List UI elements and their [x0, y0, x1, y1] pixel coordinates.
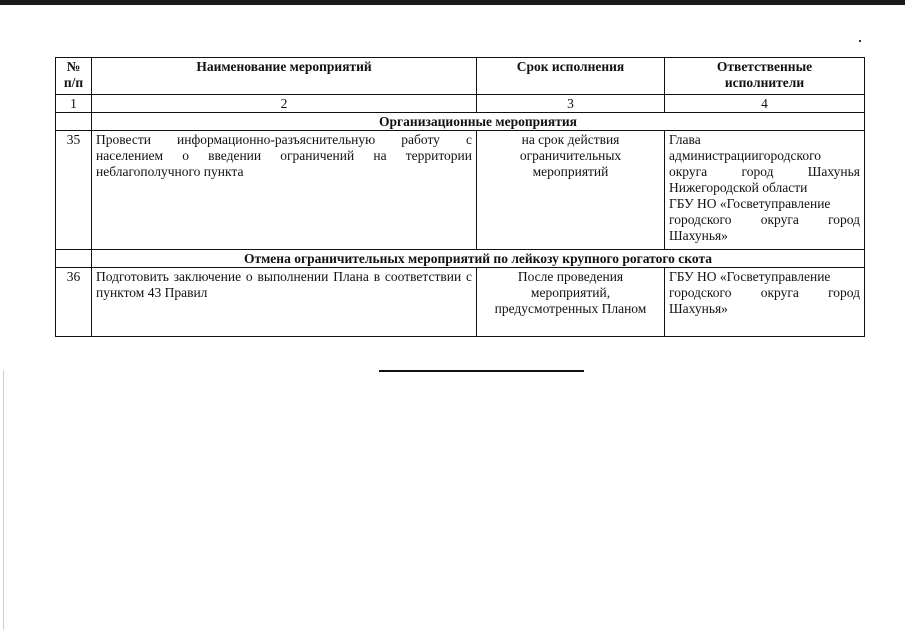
row-number: 36 [56, 268, 92, 337]
scan-dot [859, 40, 861, 42]
row-deadline: После проведения мероприятий, предусмотренных Планом [477, 268, 665, 337]
column-number: 2 [92, 95, 477, 113]
end-rule [379, 370, 584, 372]
section-spacer [56, 250, 92, 268]
table-row [56, 131, 865, 250]
row-activity: Провести информационно-разъяснительную работу с населением о введении ограничений на территории неблагополучного пункта [92, 131, 477, 250]
row-number: 35 [56, 131, 92, 250]
column-number: 1 [56, 95, 92, 113]
section-row [56, 250, 865, 268]
section-title: Отмена ограничительных мероприятий по лейкозу крупного рогатого скота [92, 250, 865, 268]
row-deadline: на срок действия ограничительных мероприятий [477, 131, 665, 250]
column-number-row [56, 95, 865, 113]
scan-left-edge [3, 370, 4, 630]
row-responsible: Глава администрациигородского округа город Шахунья Нижегородской области ГБУ НО «Госветуправление городского округа город Шахунья» [665, 131, 865, 250]
column-number: 4 [665, 95, 865, 113]
section-title: Организационные мероприятия [92, 113, 865, 131]
header-row [56, 58, 865, 95]
section-row [56, 113, 865, 131]
plan-table [55, 57, 865, 337]
section-spacer [56, 113, 92, 131]
header-deadline: Срок исполнения [477, 58, 665, 95]
row-responsible: ГБУ НО «Госветуправление городского округа город Шахунья» [665, 268, 865, 337]
scan-top-border [0, 0, 905, 5]
column-number: 3 [477, 95, 665, 113]
header-name: Наименование мероприятий [92, 58, 477, 95]
table-row [56, 268, 865, 337]
header-no: № п/п [56, 58, 92, 95]
header-responsible: Ответственные исполнители [665, 58, 865, 95]
row-activity: Подготовить заключение о выполнении Плана в соответствии с пунктом 43 Правил [92, 268, 477, 337]
